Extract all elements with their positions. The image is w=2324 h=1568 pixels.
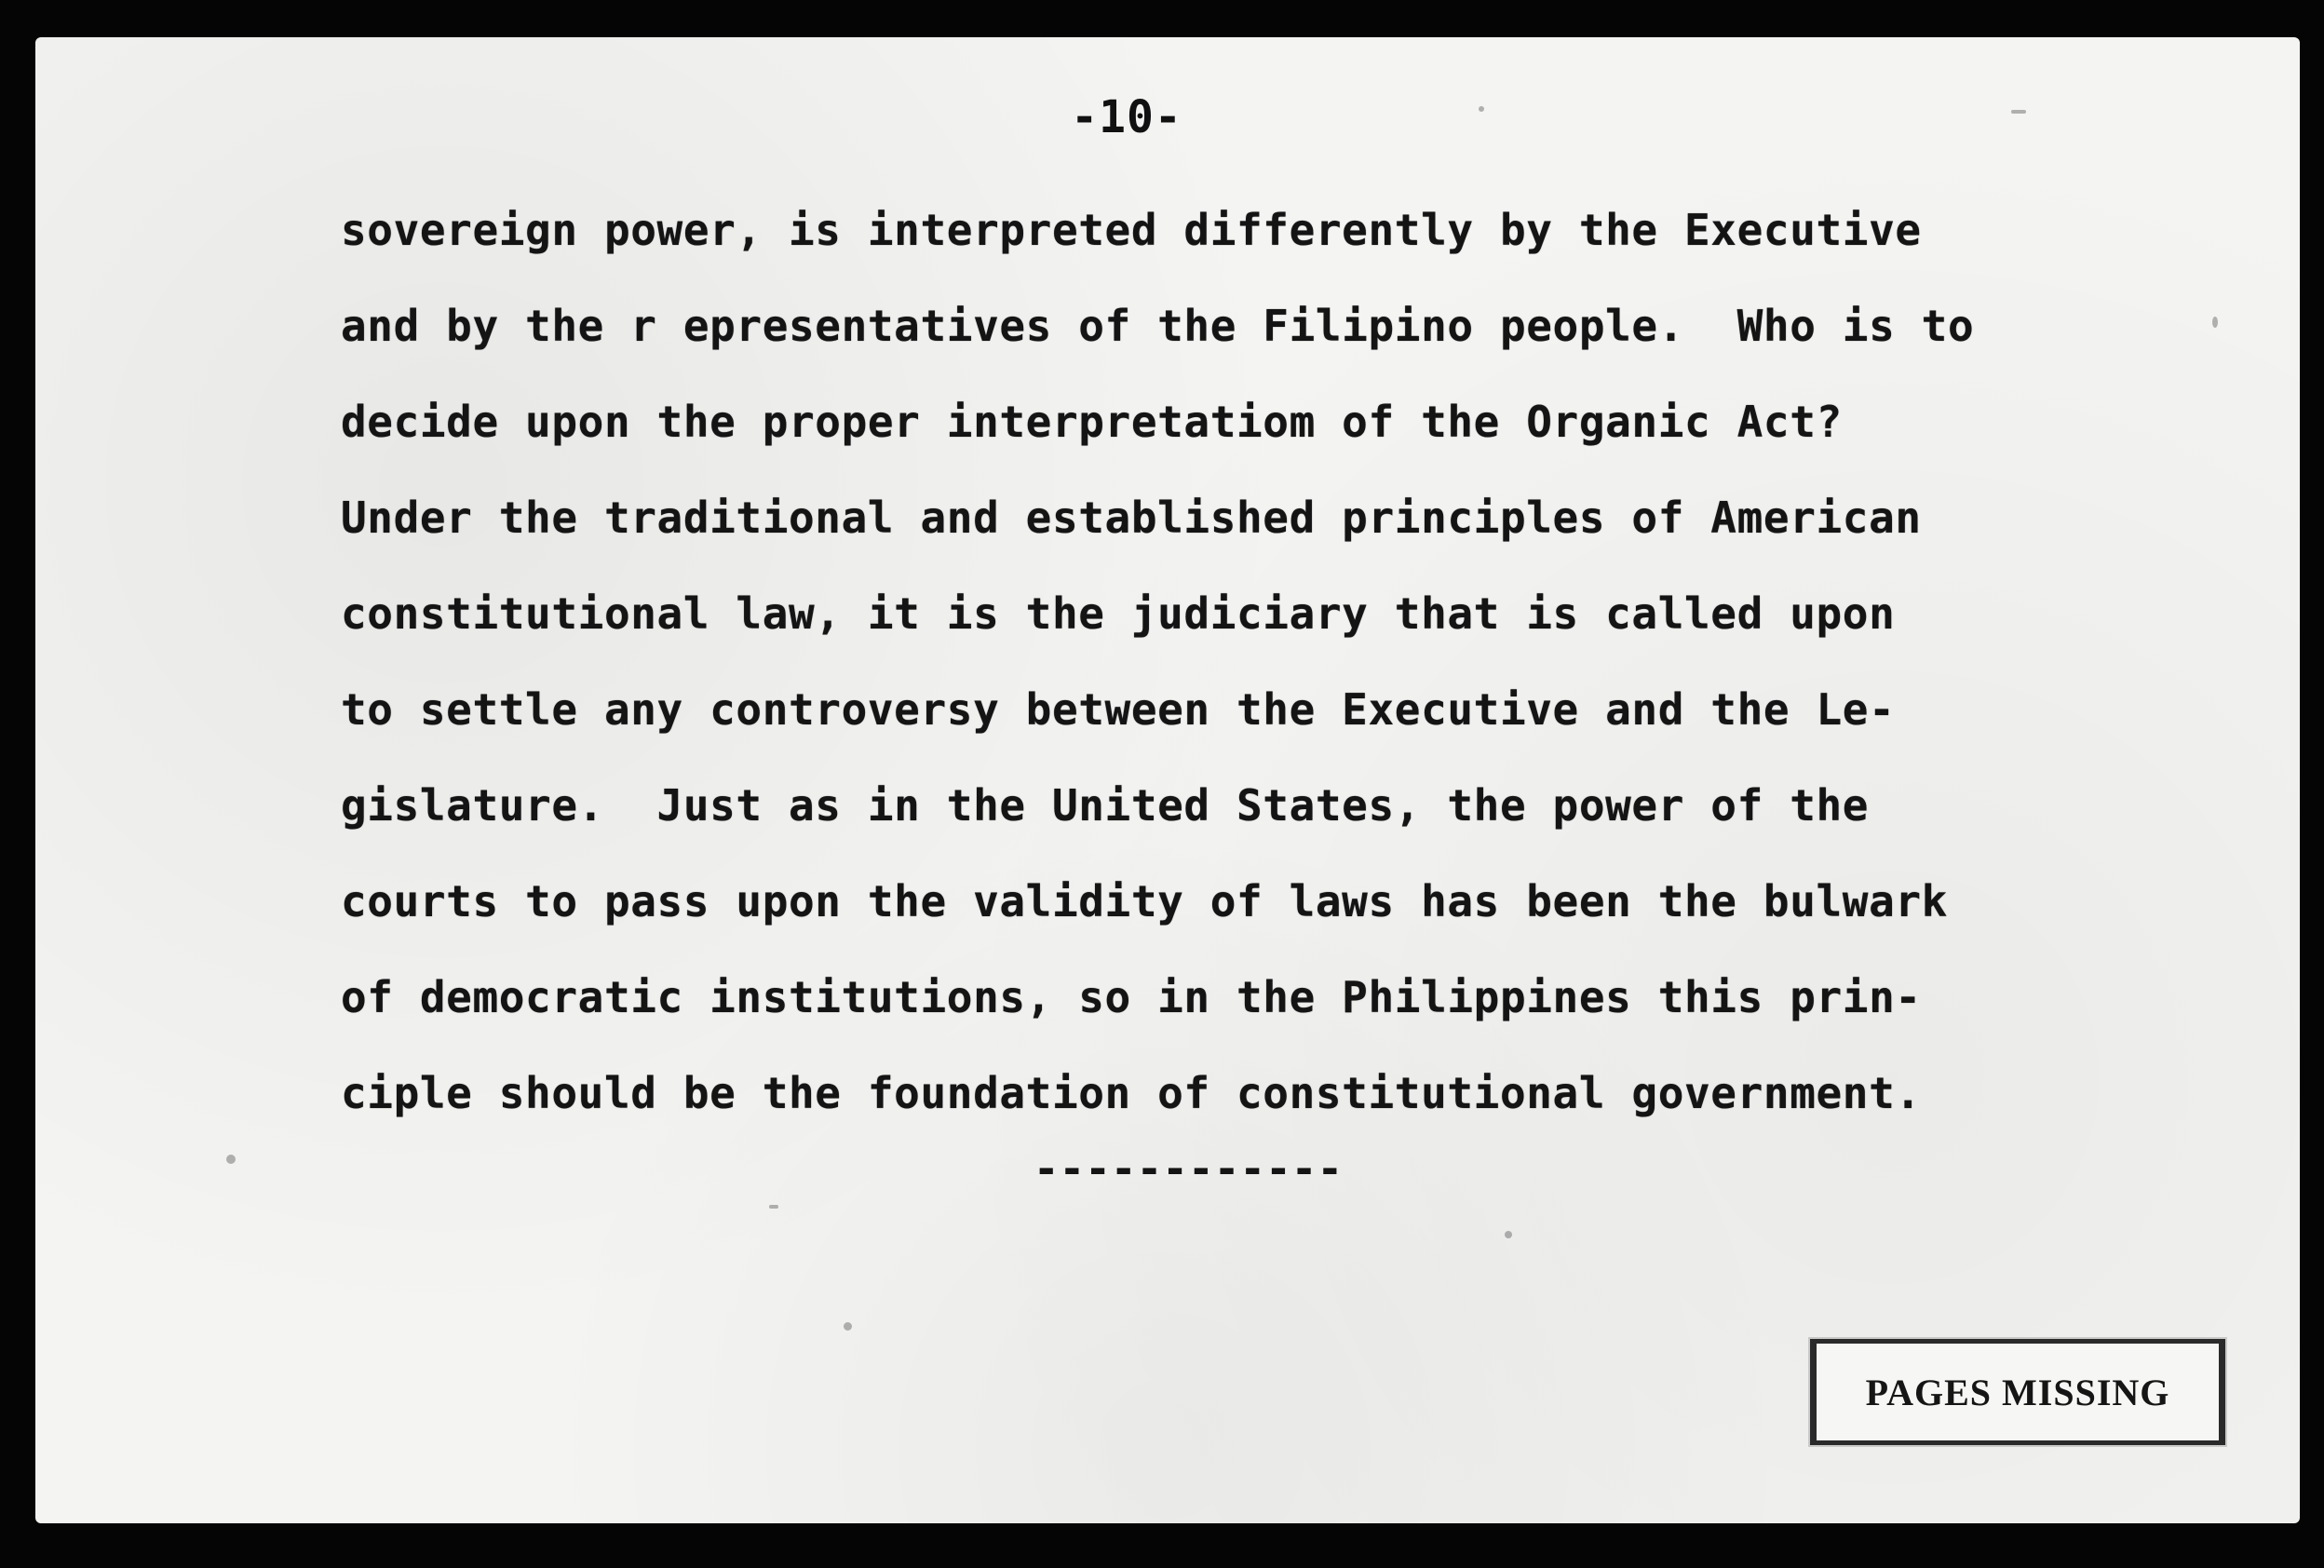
- dust-speck: [769, 1205, 778, 1209]
- dust-speck: [2011, 110, 2026, 114]
- text-line: Under the traditional and established principles of American: [341, 493, 1922, 543]
- page-number: -10-: [1071, 91, 1182, 143]
- text-line: constitutional law, it is the judiciary that is called upon: [341, 588, 1896, 639]
- text-line: to settle any controversy between the Executive and the Le-: [341, 684, 1896, 735]
- dust-speck: [1479, 106, 1484, 112]
- typed-paragraph: [341, 182, 2073, 1142]
- text-line: ciple should be the foundation of constitutional government.: [341, 1068, 1922, 1118]
- dust-speck: [226, 1155, 236, 1164]
- section-separator: ------------: [1033, 1143, 1344, 1194]
- text-line: gislature. Just as in the United States, the power of the: [341, 780, 1870, 831]
- text-line: courts to pass upon the validity of laws has been the bulwark: [341, 876, 1948, 926]
- text-line: and by the r epresentatives of the Filipino people. Who is to: [341, 301, 1975, 351]
- dust-speck: [2212, 317, 2218, 328]
- dust-speck: [1505, 1231, 1512, 1238]
- dust-speck: [844, 1322, 852, 1331]
- text-line: sovereign power, is interpreted differently by the Executive: [341, 205, 1922, 255]
- text-line: of democratic institutions, so in the Philippines this prin-: [341, 972, 1922, 1022]
- pages-missing-stamp: [1810, 1339, 2225, 1445]
- text-line: decide upon the proper interpretatiom of the Organic Act?: [341, 397, 1843, 447]
- stamp-label: PAGES MISSING: [1865, 1371, 2170, 1413]
